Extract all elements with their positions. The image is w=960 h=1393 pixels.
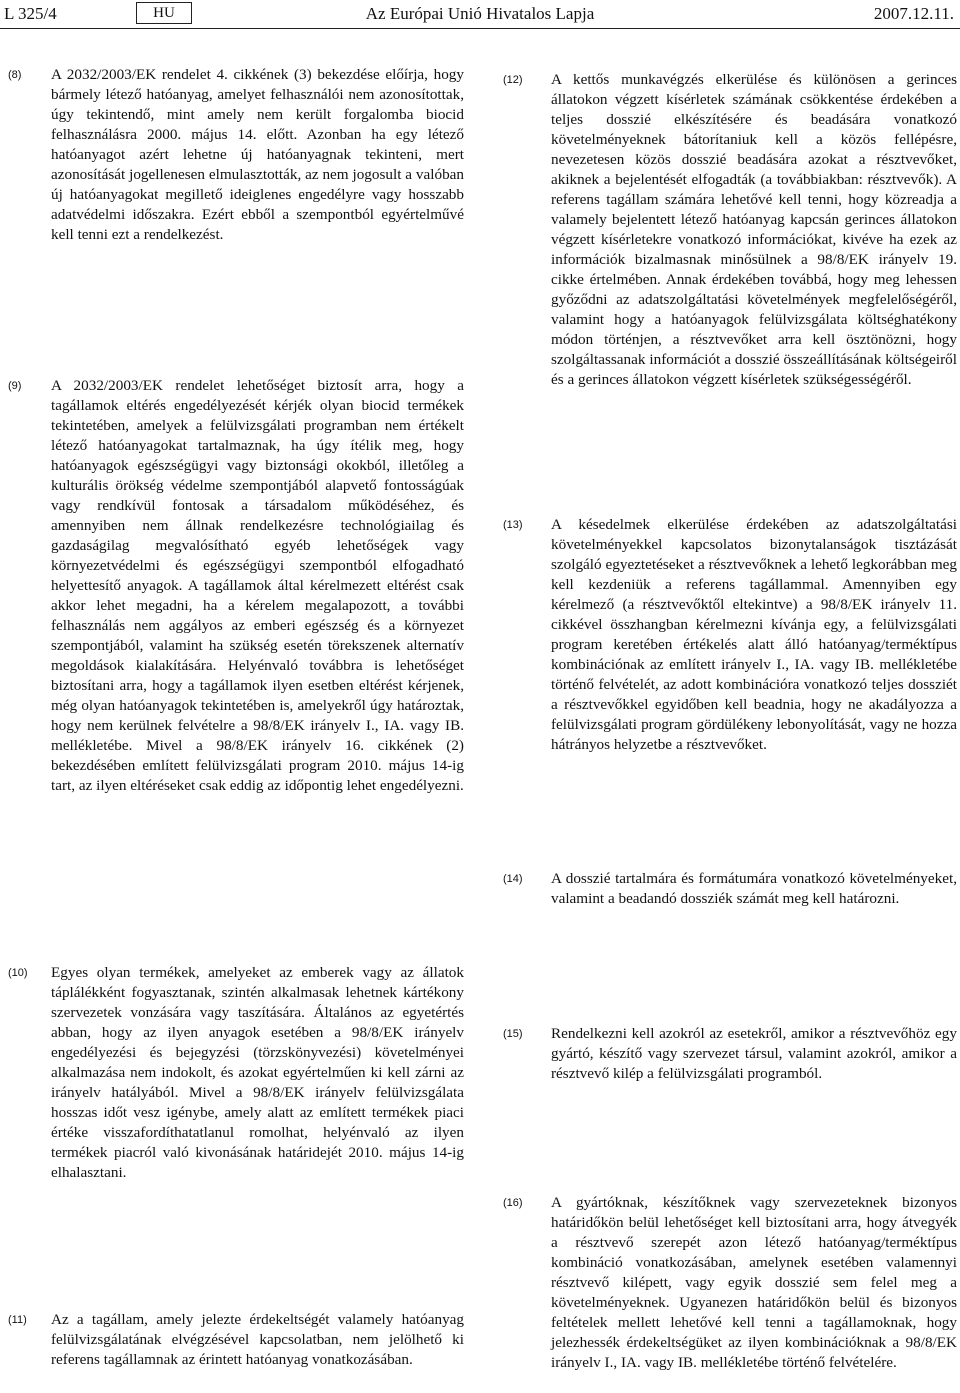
recital-number: (16) — [503, 1197, 523, 1209]
recital-text: Az a tagállam, amely jelezte érdekeltségét valamely hatóanyag felülvizsgálatának elvégzésével kapcsolatban, nem jelölhető ki referens tagállamnak az érintett hatóanyag vonatkozásában. — [51, 1311, 464, 1368]
recital-text: A késedelmek elkerülése érdekében az adatszolgáltatási követelményekkel kapcsolatos bizonytalanságok tisztázását szolgáló egyeztetéseket a résztvevőknek a lehető legkorábban meg kell kezdeniük a referens tagállammal. Amennyiben egy kérelmező (a résztvevőktől eltekintve) a 98/8/EK irányelv 11. cikkével összhangban kérelmezni kívánja egy, a felülvizsgálati program keretében értékelés alatt álló hatóanyag/terméktípus kombinációnak az említett irányelv I., IA. vagy IB. mellékletébe történő felvételét, az adott kombinációra vonatkozó teljes dossziét a résztvevőkkel egyidőben kell beadnia, hogy ne akadályozza a felülvizsgálati program gördülékeny lebonyolítását, vagy ne hozza hátrányos helyzetbe a résztvevőket. — [551, 516, 957, 753]
recital-text: A dosszié tartalmára és formátumára vonatkozó követelményeket, valamint a beadandó dossziék számát meg kell határozni. — [551, 870, 957, 907]
recital-text: A kettős munkavégzés elkerülése és különösen a gerinces állatokon végzett kísérletek számának csökkentése érdekében a teljes dosszié elkészítésére és beadására vonatkozó követelményeknek bátorítaniuk kell a közös fellépésre, nevezetesen közös dosszié beadására azokat a résztvevőket, akiknek a bejelentését elfogadták (a továbbiakban: résztvevők). A referens tagállam számára lehetővé kell tenni, hogy közreadja a valamely bejelentett létező hatóanyag kapcsán gerinces állatokon végzett kísérletekre vonatkozó információkat, kivéve ha ezek az információk bizalmasnak minősülnek a 98/8/EK irányelv 19. cikke értelmében. Annak érdekében továbbá, hogy meg lehessen győződni az adatszolgáltatási követelmények megfelelőségéről, valamint hogy a hatóanyagok felülvizsgálata költséghatékony módon történjen, a résztvevőket arra kell ösztönözni, hogy szolgáltassanak információt a dosszié összeállításának költségeiről és a gerinces állatokon végzett kísérletek szükségességéről. — [551, 71, 957, 388]
page-reference: L 325/4 — [4, 4, 57, 23]
header-divider — [0, 28, 960, 29]
recital-number: (10) — [8, 967, 28, 979]
recital-number: (8) — [8, 69, 22, 81]
recital-number: (11) — [8, 1314, 27, 1326]
page-header — [0, 0, 960, 28]
recital-number: (14) — [503, 873, 523, 885]
recital-text: A 2032/2003/EK rendelet 4. cikkének (3) bekezdése előírja, hogy bármely létező hatóanyag, amelyet felhasználói nem azonosítottak, úgy tekintendő, mint amely nem került forgalomba biocid felhasználásra 2000. május 14. előtt. Azonban ha egy létező hatóanyagot azért lehetne új hatóanyagnak tekinteni, mert azonosítását jogellenesen elmulasztották, az nem jogosult a valóban új hatóanyagokat megillető ideiglenes engedélyre vagy hosszabb adatvédelmi időszakra. Ezért ebből a szempontból egyértelművé kell tenni ezt a rendelkezést. — [51, 66, 464, 243]
recital-text: A gyártóknak, készítőknek vagy szervezeteknek bizonyos határidőkön belül lehetőséget kell biztosítani arra, hogy átvegyék a résztvevő szerepét azon létező hatóanyag/terméktípus kombináció vonatkozásában, amelynek esetében valamennyi résztvevő kilépett, vagy egyik dosszié sem felel meg a követelményeknek. Ugyanezen határidőkön belül és bizonyos feltételek mellett lehetővé kell tenni a tagállamoknak, hogy jelezhessék érdekeltségüket az ilyen kombinációknak a 98/8/EK irányelv I., IA. vagy IB. mellékletébe történő felvételére. — [551, 1194, 957, 1371]
recital-number: (15) — [503, 1028, 523, 1040]
recital-text: A 2032/2003/EK rendelet lehetőséget biztosít arra, hogy a tagállamok eltérés engedélyezését kérjék olyan biocid termékek tekintetében, amelyek a felülvizsgálati programban nem értékelt létező hatóanyagokat tartalmaznak, ha úgy ítélik meg, hogy hatóanyagok egészségügyi vagy biztonsági okokból, illetőleg a kulturális örökség védelme szempontjából alapvető fontosságúak vagy rendkívül fontosak a társadalom működéséhez, és amennyiben nem állnak rendelkezésre technológiailag és gazdaságilag megvalósítható egyéb lehetőségek vagy környezetvédelmi és egészségügyi szempontból elfogadható helyettesítő anyagok. A tagállamok által kérelmezett eltérést csak akkor lehet megadni, ha a kérelem megalapozott, a további felhasználás nem aggályos az emberi egészség és a környezet szempontjából, valamint ha szükség esetén törekszenek alternatív megoldások kialakítására. Helyénvaló továbbra is lehetőséget biztosítani arra, hogy a tagállamok ilyen esetben eltérést kérjenek, még olyan hatóanyagok tekintetében is, amelyekről úgy határoztak, hogy nem kerülnek felvételre a 98/8/EK irányelv I., IA. vagy IB. mellékletébe. Mivel a 98/8/EK irányelv 16. cikkének (2) bekezdésében említett felülvizsgálati program 2010. május 14-ig tart, az ilyen eltéréseket csak eddig az időpontig lehet engedélyezni. — [51, 377, 464, 794]
journal-title: Az Európai Unió Hivatalos Lapja — [365, 4, 595, 23]
recital-text: Rendelkezni kell azokról az esetekről, amikor a résztvevőhöz egy gyártó, készítő vagy szervezet társul, valamint azokról, amikor a résztvevő kilép a felülvizsgálati programból. — [551, 1025, 957, 1082]
recital-number: (9) — [8, 380, 22, 392]
publication-date: 2007.12.11. — [873, 4, 954, 23]
recital-text: Egyes olyan termékek, amelyeket az emberek vagy az állatok táplálékként fogyasztanak, szintén alkalmasak lehetnek kártékony szervezetek vonzására vagy taszítására. Általános az egyetértés abban, hogy az ilyen anyagok esetében a 98/8/EK irányelv engedélyezési és bejegyzési (törzskönyvezési) követelményei alkalmazása nem indokolt, és azokat egyértelműen ki kell zárni az irányelv hatályából. Mivel a 98/8/EK irányelv felülvizsgálata hosszas időt vesz igénybe, amely alatt az említett termékek piaci értéke visszafordíthatatlanul romolhat, helyénvaló az ilyen termékek piacról való kivonásának határidejét 2010. május 14-ig elhalasztani. — [51, 964, 464, 1181]
recital-number: (13) — [503, 519, 523, 531]
recital-number: (12) — [503, 74, 523, 86]
language-badge: HU — [136, 2, 192, 24]
